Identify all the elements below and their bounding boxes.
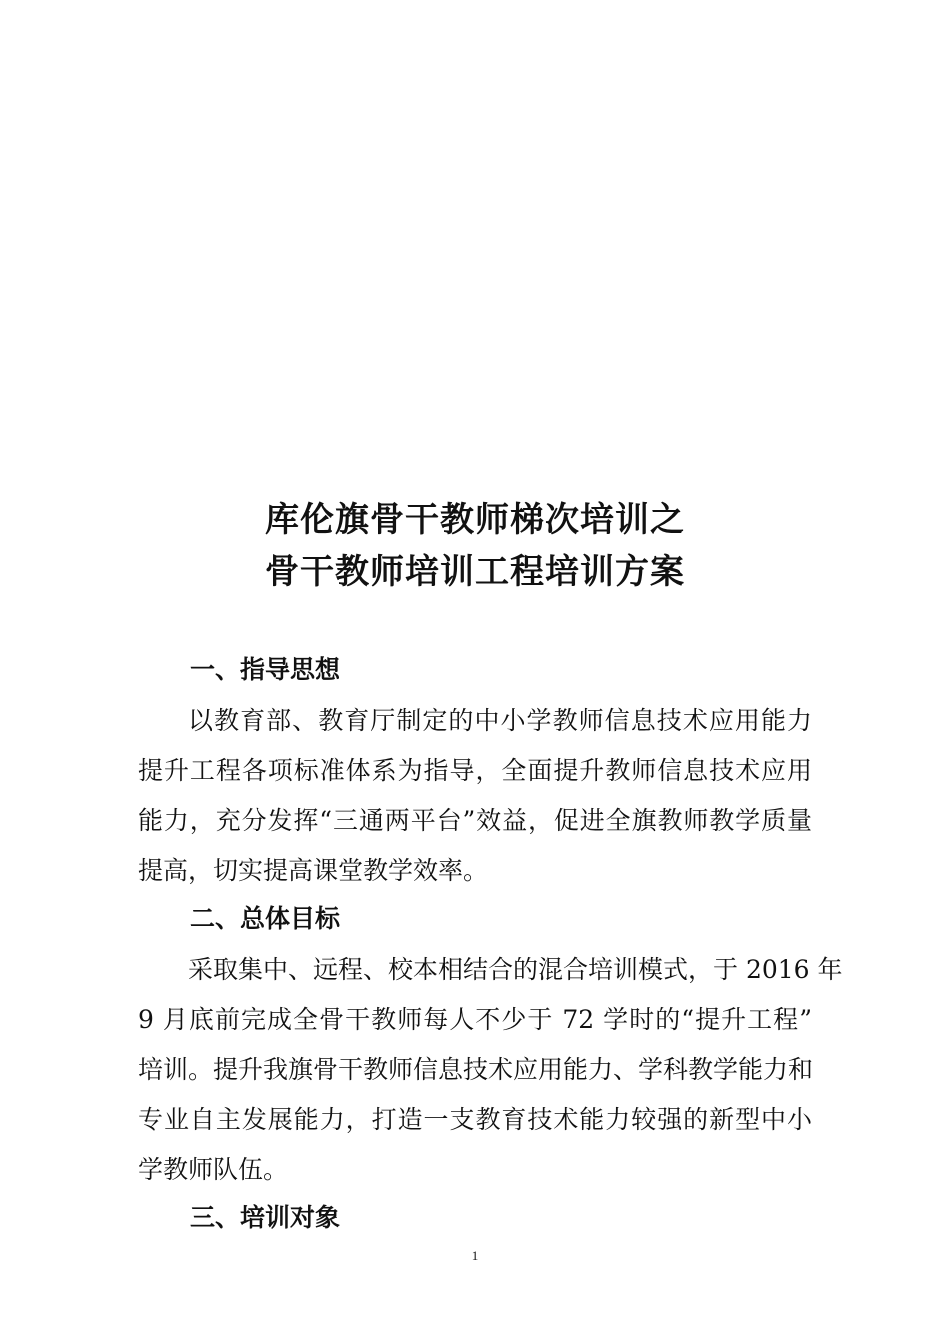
document-title-line-2: 骨干教师培训工程培训方案 (265, 552, 685, 592)
paragraph-line: 培训。提升我旗骨干教师信息技术应用能力、学科教学能力和 (138, 1055, 814, 1084)
section-heading-training-target: 三、培训对象 (190, 1203, 341, 1232)
paragraph-line: 提升工程各项标准体系为指导，全面提升教师信息技术应用 (138, 756, 812, 785)
paragraph-line: 9 月底前完成全骨干教师每人不少于 72 学时的“提升工程” (138, 1005, 812, 1034)
paragraph-line: 提高，切实提高课堂教学效率。 (138, 856, 489, 885)
paragraph-line: 专业自主发展能力，打造一支教育技术能力较强的新型中小 (138, 1105, 812, 1134)
document-title-line-1: 库伦旗骨干教师梯次培训之 (265, 500, 685, 540)
section-heading-overall-goal: 二、总体目标 (190, 904, 341, 933)
paragraph-line: 学教师队伍。 (138, 1155, 289, 1184)
paragraph-line: 采取集中、远程、校本相结合的混合培训模式，于 2016 年 (188, 955, 843, 984)
page-number: 1 (471, 1248, 479, 1263)
paragraph-line: 能力，充分发挥“三通两平台”效益，促进全旗教师教学质量 (138, 806, 812, 835)
paragraph-line: 以教育部、教育厅制定的中小学教师信息技术应用能力 (188, 706, 812, 735)
section-heading-guiding-thought: 一、指导思想 (190, 655, 341, 684)
